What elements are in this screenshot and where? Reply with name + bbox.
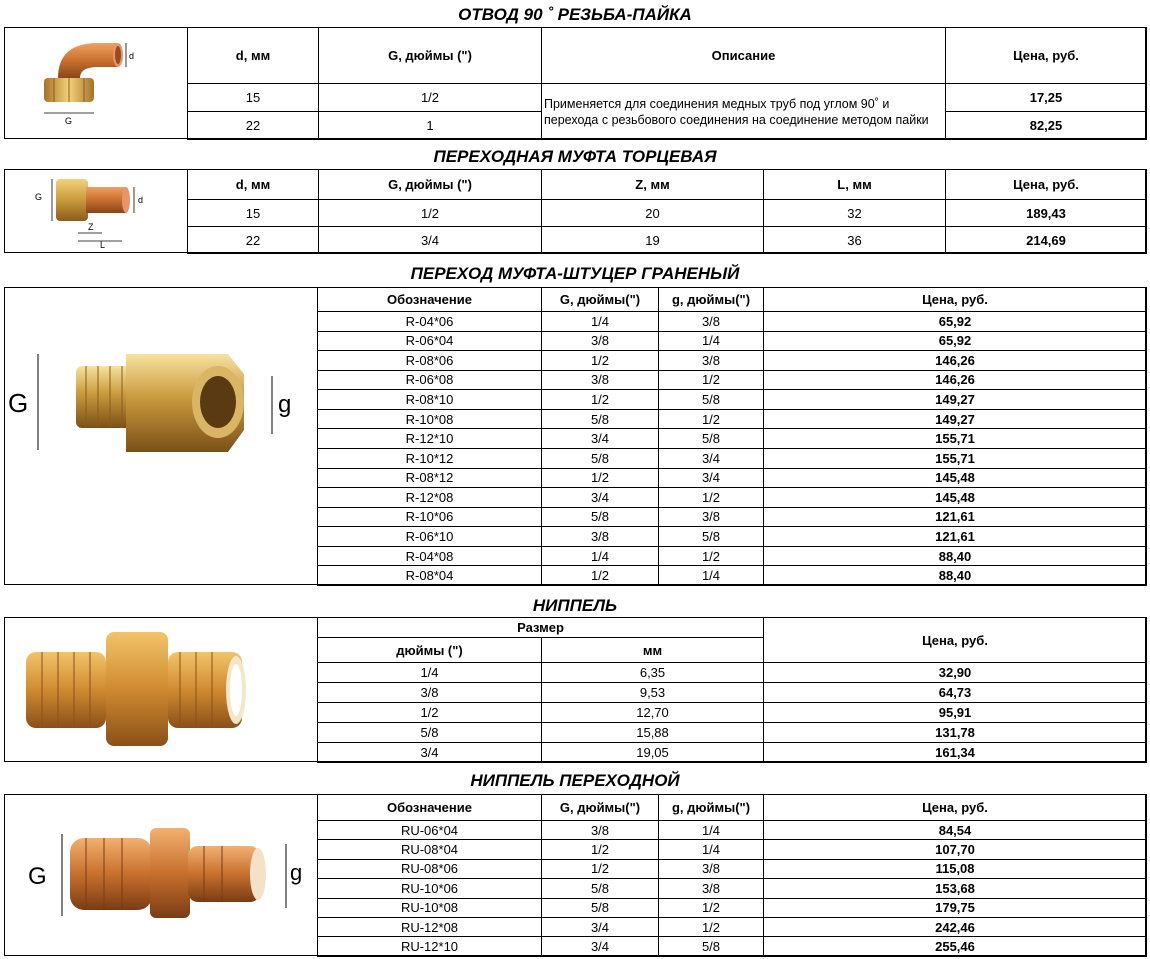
cell-g-lower: 3/8 [659,507,764,527]
col-header-g-upper: G, дюймы(") [542,288,659,312]
section-title-hex-adapter: ПЕРЕХОД МУФТА-ШТУЦЕР ГРАНЕНЫЙ [410,264,740,283]
cell-price: 145,48 [764,468,1147,488]
cell-designation: RU-10*08 [318,898,542,917]
table-row [318,879,1147,898]
cell-price: 65,92 [764,312,1147,332]
coupling-label-z: Z [88,222,94,232]
cell-l: 36 [764,227,946,254]
cell-designation: R-06*10 [318,527,542,547]
table-row [318,507,1147,527]
cell-price: 84,54 [764,821,1147,840]
hex-label-g-upper: G [8,388,29,418]
cell-g-lower: 1/2 [659,488,764,508]
table-row [318,663,1147,683]
elbow-label-d: d [129,51,135,61]
cell-price: 255,46 [764,937,1147,956]
reducing-nipple-rows [318,821,1147,957]
cell-g-lower: 1/2 [659,917,764,936]
hex-adapter-table [317,287,1147,586]
cell-g-upper: 1/2 [542,468,659,488]
table-row [318,566,1147,586]
cell-price: 82,25 [946,112,1147,140]
cell-g-lower: 5/8 [659,390,764,410]
cell-d: 15 [188,84,319,112]
hex-label-g-lower: g [278,391,292,418]
coupling-label-d: d [138,195,144,205]
cell-price: 115,08 [764,859,1147,878]
cell-g-upper: 1/2 [542,351,659,371]
section-title-coupling: ПЕРЕХОДНАЯ МУФТА ТОРЦЕВАЯ [433,147,717,166]
cell-price: 155,71 [764,448,1147,468]
col-header-price: Цена, руб. [946,170,1147,200]
elbow-table [187,27,1147,140]
cell-price: 88,40 [764,566,1147,586]
table-row [318,859,1147,878]
cell-inches: 1/2 [318,703,542,723]
cell-g-lower: 3/8 [659,312,764,332]
table-row [318,917,1147,936]
section-title-elbow: ОТВОД 90 ˚ РЕЗЬБА-ПАЙКА [458,5,692,24]
cell-g-lower: 5/8 [659,937,764,956]
cell-g-lower: 1/2 [659,898,764,917]
table-row [318,429,1147,449]
cell-description: Применяется для соединения медных труб под углом 90˚ и перехода с резьбового соединения на соединение методом пайки [542,84,946,140]
section-title-reducing-nipple: НИППЕЛЬ ПЕРЕХОДНОЙ [470,771,680,790]
table-row [318,370,1147,390]
cell-g-upper: 1/4 [542,312,659,332]
cell-price: 155,71 [764,429,1147,449]
cell-price: 64,73 [764,683,1147,703]
table-row [318,840,1147,859]
cell-price: 65,92 [764,331,1147,351]
cell-g-lower: 3/4 [659,468,764,488]
cell-g-lower: 3/4 [659,448,764,468]
cell-price: 95,91 [764,703,1147,723]
cell-g-lower: 1/4 [659,840,764,859]
cell-price: 121,61 [764,507,1147,527]
cell-g: 1 [319,112,542,140]
cell-g-upper: 1/2 [542,390,659,410]
table-row [318,743,1147,763]
cell-g-lower: 1/4 [659,566,764,586]
cell-price: 242,46 [764,917,1147,936]
cell-g: 1/2 [319,200,542,227]
cell-price: 131,78 [764,723,1147,743]
cell-mm: 9,53 [542,683,764,703]
col-header-designation: Обозначение [318,795,542,821]
elbow-fitting-icon [18,33,158,133]
cell-g-upper: 5/8 [542,879,659,898]
col-header-g: G, дюймы (") [319,28,542,84]
cell-mm: 15,88 [542,723,764,743]
cell-g-upper: 3/8 [542,370,659,390]
cell-d: 22 [188,112,319,140]
cell-price: 145,48 [764,488,1147,508]
cell-designation: R-10*08 [318,409,542,429]
cell-designation: RU-08*04 [318,840,542,859]
cell-z: 20 [542,200,764,227]
cell-designation: RU-08*06 [318,859,542,878]
cell-designation: RU-06*04 [318,821,542,840]
cell-g-upper: 3/8 [542,821,659,840]
cell-mm: 6,35 [542,663,764,683]
cell-g-lower: 1/2 [659,370,764,390]
table-row [318,703,1147,723]
cell-g-lower: 5/8 [659,527,764,547]
cell-g-lower: 1/2 [659,409,764,429]
cell-designation: RU-10*06 [318,879,542,898]
coupling-fitting-icon [22,173,172,249]
col-header-price: Цена, руб. [764,288,1147,312]
table-row [318,312,1147,332]
table-row [318,683,1147,703]
cell-d: 15 [188,200,319,227]
nipple-rows [318,663,1147,763]
cell-g-upper: 1/4 [542,546,659,566]
table-row [318,448,1147,468]
coupling-table [187,169,1147,254]
table-row [318,723,1147,743]
cell-g-lower: 5/8 [659,429,764,449]
table-row [318,390,1147,410]
cell-inches: 3/4 [318,743,542,763]
col-header-g: G, дюймы (") [319,170,542,200]
cell-mm: 12,70 [542,703,764,723]
col-header-price: Цена, руб. [764,618,1147,663]
table-row [188,84,1147,112]
cell-inches: 3/8 [318,683,542,703]
cell-price: 189,43 [946,200,1147,227]
col-group-header-size: Размер [318,618,764,638]
cell-g-upper: 5/8 [542,448,659,468]
cell-g-lower: 3/8 [659,879,764,898]
table-row [318,937,1147,956]
cell-price: 146,26 [764,370,1147,390]
cell-price: 161,34 [764,743,1147,763]
cell-designation: R-10*12 [318,448,542,468]
cell-price: 153,68 [764,879,1147,898]
reducing-nipple-table [317,794,1147,957]
cell-designation: RU-12*08 [318,917,542,936]
col-header-mm: мм [542,638,764,663]
cell-designation: R-06*04 [318,331,542,351]
cell-g-upper: 3/8 [542,527,659,547]
cell-designation: R-04*06 [318,312,542,332]
table-row [318,409,1147,429]
cell-designation: R-08*06 [318,351,542,371]
hex-adapter-rows [318,312,1147,586]
cell-g-lower: 1/2 [659,546,764,566]
col-header-g-lower: g, дюймы(") [659,288,764,312]
cell-designation: R-04*08 [318,546,542,566]
table-row [318,468,1147,488]
col-header-z: Z, мм [542,170,764,200]
cell-price: 32,90 [764,663,1147,683]
col-header-inches: дюймы (") [318,638,542,663]
cell-g-upper: 3/4 [542,488,659,508]
coupling-label-g: G [35,192,43,202]
cell-inches: 1/4 [318,663,542,683]
cell-g-lower: 3/8 [659,859,764,878]
cell-mm: 19,05 [542,743,764,763]
hex-adapter-icon [8,340,308,460]
nipple-table [317,617,1147,763]
col-header-price: Цена, руб. [946,28,1147,84]
table-row [318,527,1147,547]
cell-designation: R-08*12 [318,468,542,488]
col-header-g-upper: G, дюймы(") [542,795,659,821]
col-header-description: Описание [542,28,946,84]
cell-g-upper: 3/4 [542,917,659,936]
cell-designation: R-12*10 [318,429,542,449]
cell-price: 107,70 [764,840,1147,859]
cell-price: 214,69 [946,227,1147,254]
table-row [318,488,1147,508]
section-title-nipple: НИППЕЛЬ [532,596,618,615]
col-header-d: d, мм [188,170,319,200]
cell-price: 146,26 [764,351,1147,371]
cell-designation: R-10*06 [318,507,542,527]
cell-price: 149,27 [764,409,1147,429]
cell-designation: R-08*04 [318,566,542,586]
cell-designation: R-08*10 [318,390,542,410]
cell-g-lower: 3/8 [659,351,764,371]
cell-g-upper: 5/8 [542,898,659,917]
table-row [318,898,1147,917]
table-row [318,351,1147,371]
col-header-price: Цена, руб. [764,795,1147,821]
cell-g: 1/2 [319,84,542,112]
cell-l: 32 [764,200,946,227]
cell-inches: 5/8 [318,723,542,743]
col-header-g-lower: g, дюймы(") [659,795,764,821]
coupling-label-l: L [100,240,106,249]
cell-designation: R-06*08 [318,370,542,390]
col-header-l: L, мм [764,170,946,200]
cell-designation: RU-12*10 [318,937,542,956]
cell-g: 3/4 [319,227,542,254]
cell-g-upper: 5/8 [542,409,659,429]
cell-d: 22 [188,227,319,254]
cell-price: 179,75 [764,898,1147,917]
reducing-nipple-icon [22,822,312,922]
cell-g-upper: 1/2 [542,840,659,859]
cell-price: 88,40 [764,546,1147,566]
cell-g-upper: 3/4 [542,429,659,449]
cell-g-lower: 1/4 [659,821,764,840]
col-header-designation: Обозначение [318,288,542,312]
cell-price: 121,61 [764,527,1147,547]
cell-price: 17,25 [946,84,1147,112]
cell-g-upper: 1/2 [542,859,659,878]
cell-g-upper: 5/8 [542,507,659,527]
table-row [188,200,1147,227]
table-row [318,331,1147,351]
table-row [188,227,1147,254]
cell-g-upper: 1/2 [542,566,659,586]
col-header-d: d, мм [188,28,319,84]
reducing-label-g-lower: g [290,860,303,885]
cell-designation: R-12*08 [318,488,542,508]
cell-z: 19 [542,227,764,254]
cell-g-lower: 1/4 [659,331,764,351]
reducing-label-g-upper: G [28,863,47,890]
table-row [318,546,1147,566]
elbow-label-g: G [65,116,73,126]
cell-g-upper: 3/8 [542,331,659,351]
table-row [318,821,1147,840]
cell-price: 149,27 [764,390,1147,410]
cell-g-upper: 3/4 [542,937,659,956]
nipple-fitting-icon [20,622,250,757]
